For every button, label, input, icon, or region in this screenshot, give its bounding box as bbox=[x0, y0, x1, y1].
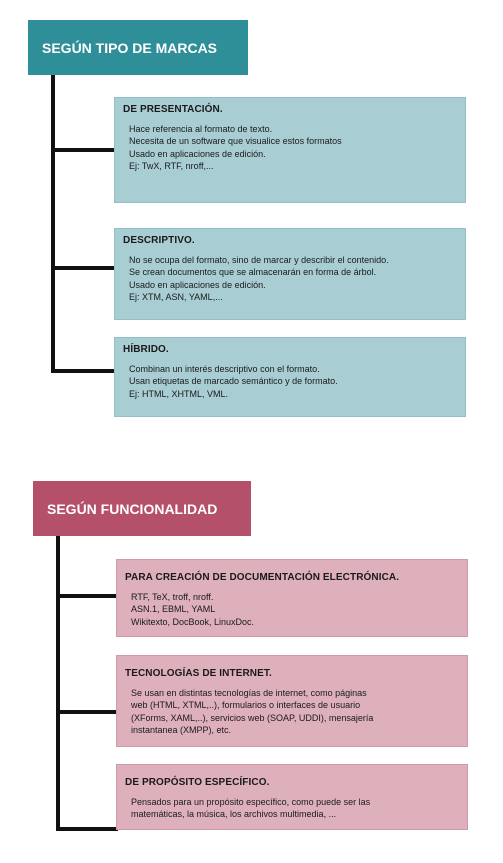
item-line: Pensados para un propósito específico, como puede ser las bbox=[131, 796, 371, 807]
item-line: instantanea (XMPP), etc. bbox=[131, 725, 232, 735]
section2-branch-3 bbox=[56, 827, 118, 831]
item-line: Ej: HTML, XHTML, VML. bbox=[129, 388, 229, 399]
section1-header bbox=[28, 20, 248, 75]
section2-item-especifico bbox=[116, 764, 468, 830]
section1-trunk bbox=[51, 75, 55, 373]
section2-header bbox=[33, 481, 251, 536]
item-line: Ej: XTM, ASN, YAML,... bbox=[129, 292, 223, 302]
item-line: Se crean documentos que se almacenarán en forma de árbol. bbox=[129, 267, 377, 277]
item-title: DE PROPÓSITO ESPECÍFICO. bbox=[125, 777, 270, 788]
item-line: web (HTML, XTML,..), formularios o interfaces de usuario bbox=[131, 700, 361, 710]
section1-title: SEGÚN TIPO DE MARCAS bbox=[42, 39, 218, 56]
section2-branch-1 bbox=[56, 594, 118, 598]
item-line: Usado en aplicaciones de edición. bbox=[129, 148, 266, 159]
section1-branch-1 bbox=[51, 148, 117, 152]
item-title: TECNOLOGÍAS DE INTERNET. bbox=[125, 668, 272, 679]
item-line: Combinan un interés descriptivo con el formato. bbox=[129, 363, 320, 374]
section2-branch-2 bbox=[56, 710, 118, 714]
item-title: HÍBRIDO. bbox=[123, 344, 169, 355]
item-title: DESCRIPTIVO. bbox=[123, 235, 195, 246]
item-title: DE PRESENTACIÓN. bbox=[123, 104, 223, 115]
item-line: Ej: TwX, RTF, nroff,... bbox=[129, 161, 214, 171]
section1-branch-2 bbox=[51, 266, 117, 270]
section1-item-hibrido bbox=[114, 337, 466, 417]
section2-item-internet bbox=[116, 655, 468, 747]
item-line: matemáticas, la música, los archivos multimedia, ... bbox=[131, 809, 337, 819]
item-line: ASN.1, EBML, YAML bbox=[131, 604, 216, 614]
item-line: Necesita de un software que visualice estos formatos bbox=[129, 136, 342, 146]
section1-item-descriptivo bbox=[114, 228, 466, 320]
item-line: (XForms, XAML,..), servicios web (SOAP, UDDI), mensajería bbox=[131, 712, 374, 723]
section2-title: SEGÚN FUNCIONALIDAD bbox=[47, 500, 218, 517]
item-line: Usado en aplicaciones de edición. bbox=[129, 279, 266, 290]
item-title: PARA CREACIÓN DE DOCUMENTACIÓN ELECTRÓNICA. bbox=[125, 572, 400, 583]
item-line: No se ocupa del formato, sino de marcar y describir el contenido. bbox=[129, 254, 389, 265]
section2-trunk bbox=[56, 536, 60, 831]
item-line: Wikitexto, DocBook, LinuxDoc. bbox=[131, 616, 255, 627]
item-line: Se usan en distintas tecnologías de internet, como páginas bbox=[131, 687, 367, 698]
section1-item-presentacion bbox=[114, 97, 466, 203]
section2-item-documentacion bbox=[116, 559, 468, 637]
item-line: Usan etiquetas de marcado semántico y de formato. bbox=[129, 376, 338, 386]
item-line: RTF, TeX, troff, nroff. bbox=[131, 591, 214, 602]
section1-branch-3 bbox=[51, 369, 117, 373]
item-line: Hace referencia al formato de texto. bbox=[129, 123, 273, 134]
